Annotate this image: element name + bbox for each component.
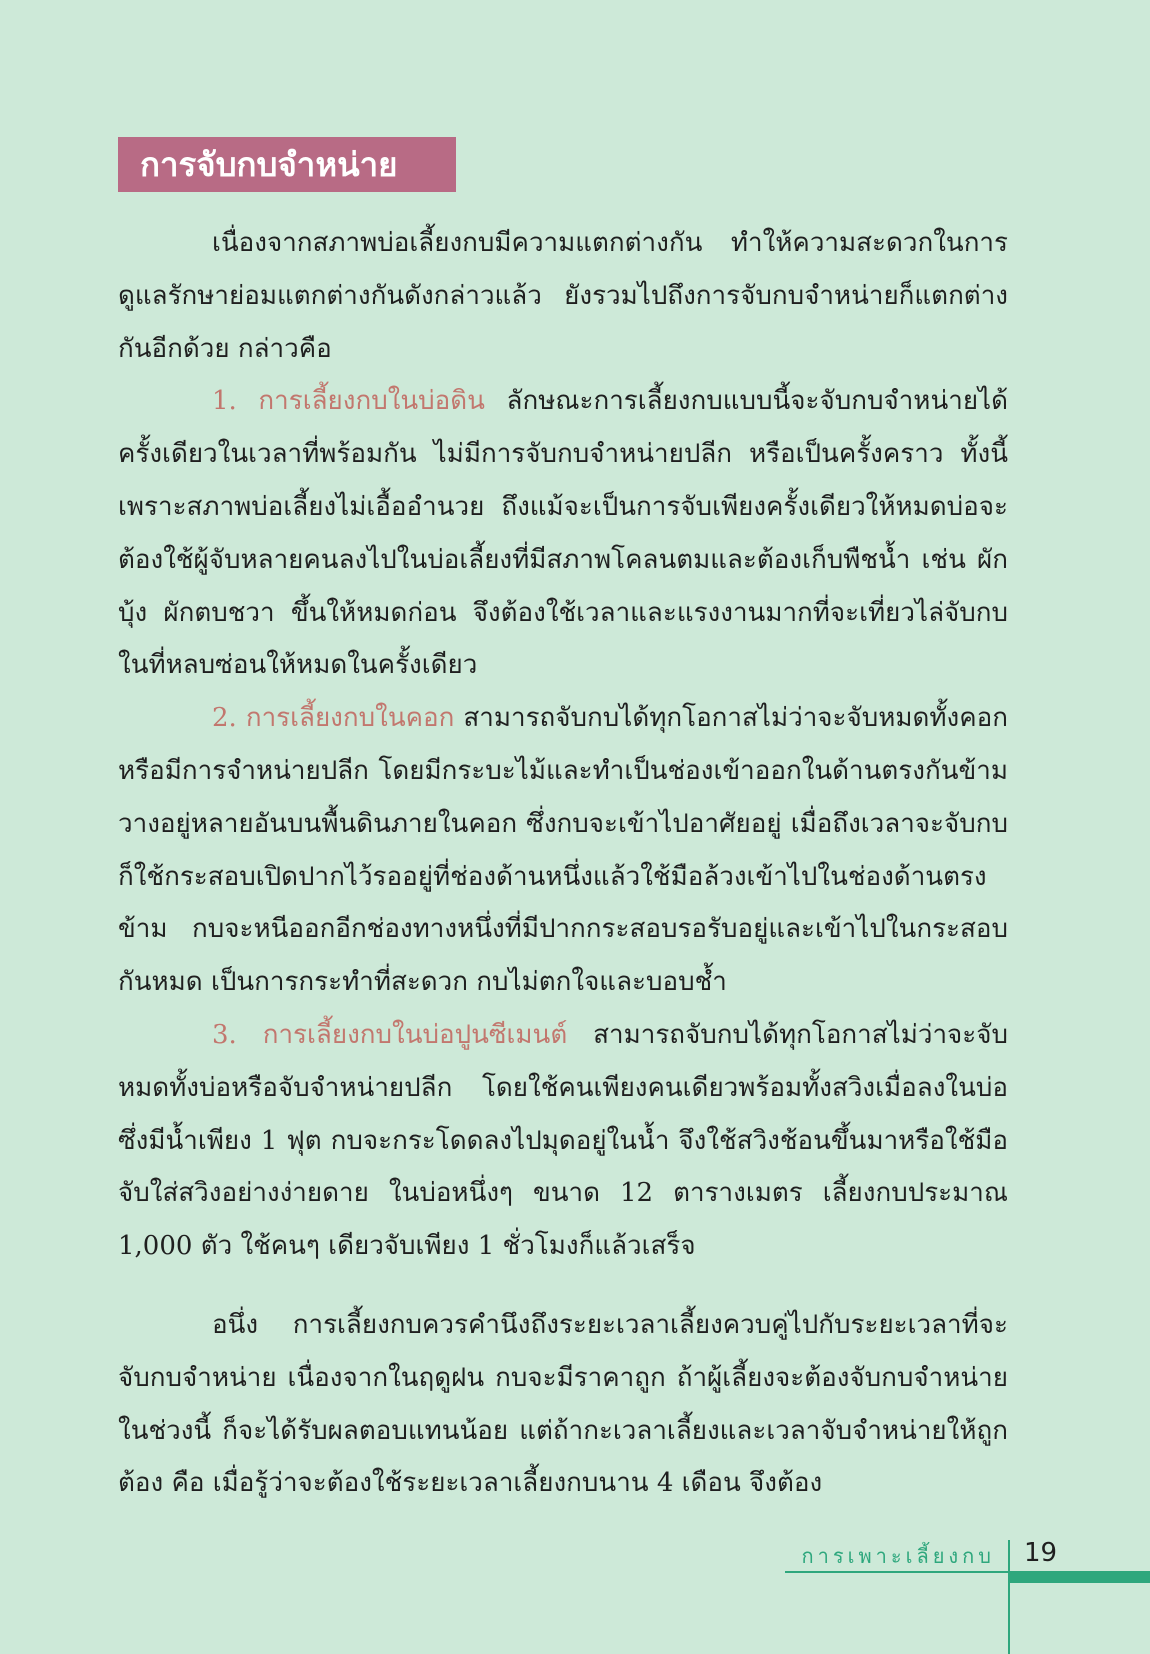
footer-book-title: การเพาะเลี้ยงกบ xyxy=(801,1544,995,1568)
list-item xyxy=(118,692,1008,1009)
list-item xyxy=(118,1009,1008,1273)
footer-divider xyxy=(1008,1540,1010,1654)
item-text: สามารถจับกบได้ทุกโอกาสไม่ว่าจะจับหมดทั้งคอกหรือมีการจำหน่ายปลีก โดยมีกระบะไม้และทำเป็นช่องเข้าออกในด้านตรงกันข้ามวางอยู่หลายอันบนพื้นดินภายในคอก ซึ่งกบจะเข้าไปอาศัยอยู่ เมื่อถึงเวลาจะจับกบ ก็ใช้กระสอบเปิดปากไว้รออยู่ที่ช่องด้านหนึ่งแล้วใช้มือล้วงเข้าไปในช่องด้านตรงข้าม กบจะหนีออกอีกช่องทางหนึ่งที่มีปากกระสอบรอรับอยู่และเข้าไปในกระสอบกันหมด เป็นการกระทำที่สะดวก กบไม่ตกใจและบอบช้ำ xyxy=(118,703,1008,998)
footer-accent-bar xyxy=(1010,1571,1150,1583)
page-number: 19 xyxy=(1024,1538,1058,1568)
item-text: ลักษณะการเลี้ยงกบแบบนี้จะจับกบจำหน่ายได้ครั้งเดียวในเวลาที่พร้อมกัน ไม่มีการจับกบจำหน่ายปลีก หรือเป็นครั้งคราว ทั้งนี้เพราะสภาพบ่อเลี้ยงไม่เอื้ออำนวย ถึงแม้จะเป็นการจับเพียงครั้งเดียวให้หมดบ่อจะต้องใช้ผู้จับหลายคนลงไปในบ่อเลี้ยงที่มีสภาพโคลนตมและต้องเก็บพืชน้ำ เช่น ผักบุ้ง ผักตบชวา ขึ้นให้หมดก่อน จึงต้องใช้เวลาและแรงงานมากที่จะเที่ยวไล่จับกบในที่หลบซ่อนให้หมดในครั้งเดียว xyxy=(118,386,1009,681)
footer-rule xyxy=(785,1571,1010,1573)
section-title: การจับกบจำหน่าย xyxy=(118,137,456,192)
item-heading: 1. การเลี้ยงกบในบ่อดิน xyxy=(212,386,485,417)
body-text xyxy=(118,217,1008,1510)
list-item xyxy=(118,375,1008,692)
intro-paragraph: เนื่องจากสภาพบ่อเลี้ยงกบมีความแตกต่างกัน ทำให้ความสะดวกในการดูแลรักษาย่อมแตกต่างกันดังกล่าวแล้ว ยังรวมไปถึงการจับกบจำหน่ายก็แตกต่างกันอีกด้วย กล่าวคือ xyxy=(118,228,1008,364)
item-heading: 2. การเลี้ยงกบในคอก xyxy=(212,703,455,734)
item-text: สามารถจับกบได้ทุกโอกาสไม่ว่าจะจับหมดทั้งบ่อหรือจับจำหน่ายปลีก โดยใช้คนเพียงคนเดียวพร้อมทั้งสวิงเมื่อลงในบ่อซึ่งมีน้ำเพียง 1 ฟุต กบจะกระโดดลงไปมุดอยู่ในน้ำ จึงใช้สวิงช้อนขึ้นมาหรือใช้มือจับใส่สวิงอย่างง่ายดาย ในบ่อหนึ่งๆ ขนาด 12 ตารางเมตร เลี้ยงกบประมาณ 1,000 ตัว ใช้คนๆ เดียวจับเพียง 1 ชั่วโมงก็แล้วเสร็จ xyxy=(118,1019,1008,1262)
item-heading: 3. การเลี้ยงกบในบ่อปูนซีเมนต์ xyxy=(212,1019,568,1050)
closing-paragraph: อนึ่ง การเลี้ยงกบควรคำนึงถึงระยะเวลาเลี้ยงควบคู่ไปกับระยะเวลาที่จะจับกบจำหน่าย เนื่องจากในฤดูฝน กบจะมีราคาถูก ถ้าผู้เลี้ยงจะต้องจับกบจำหน่ายในช่วงนี้ ก็จะได้รับผลตอบแทนน้อย แต่ถ้ากะเวลาเลี้ยงและเวลาจับจำหน่ายให้ถูกต้อง คือ เมื่อรู้ว่าจะต้องใช้ระยะเวลาเลี้ยงกบนาน 4 เดือน จึงต้อง xyxy=(118,1309,1008,1499)
